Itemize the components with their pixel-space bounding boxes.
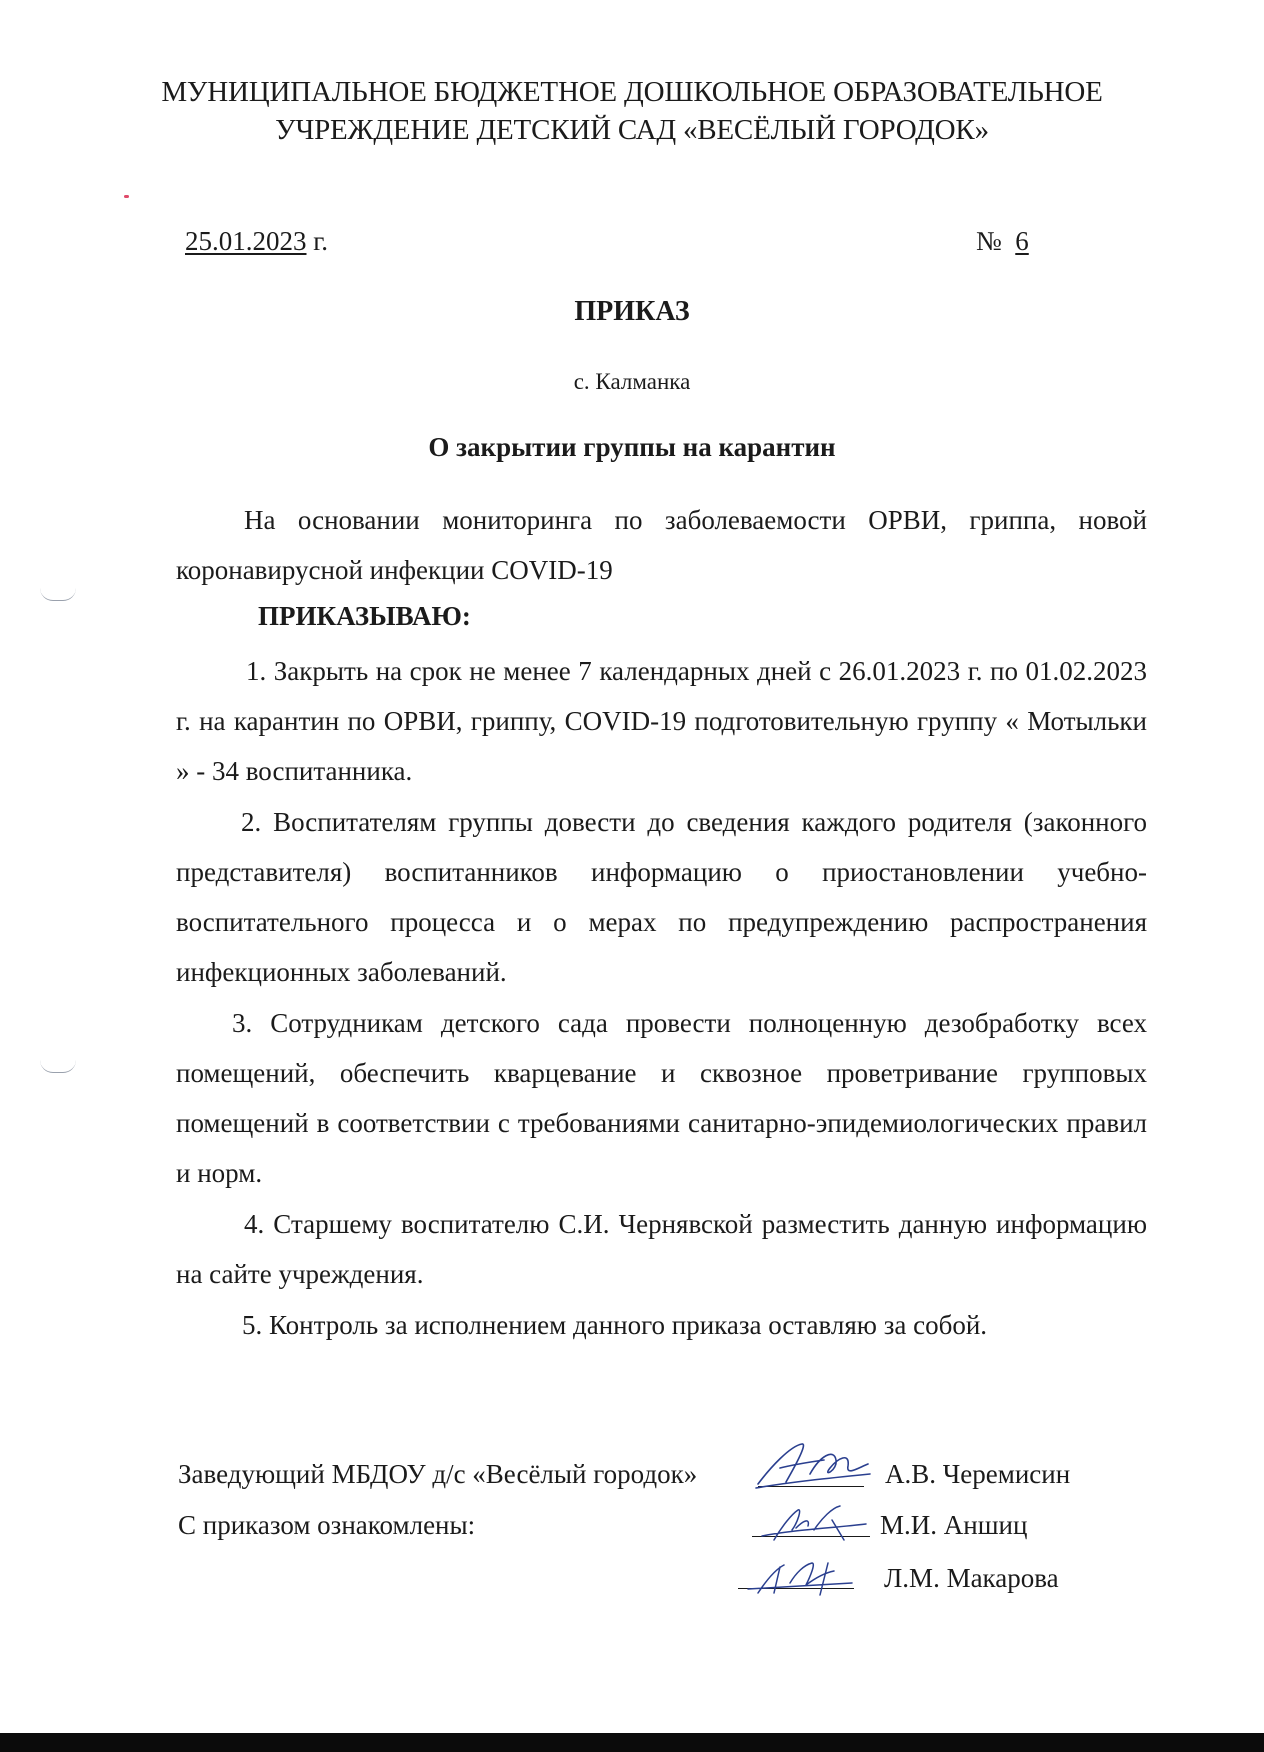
order-item-2: 2. Воспитателям группы довести до сведения каждого родителя (законного представителя) воспитанников информацию о приостановлении учебно-воспитательного процесса и о мерах по предупреждению распространения инфекционных заболеваний. [176,807,1147,987]
head-name: А.В. Черемисин [885,1459,1071,1489]
order-subject: О закрытии группы на карантин [428,432,836,462]
acquainted-label: С приказом ознакомлены: [178,1510,476,1540]
order-item-1: 1. Закрыть на срок не менее 7 календарных дней с 26.01.2023 г. по 01.02.2023 г. на карантин по ОРВИ, гриппу, COVID-19 подготовительную группу « Мотыльки » - 34 воспитанника. [176,656,1147,786]
document-type-title: ПРИКАЗ [574,296,690,327]
org-name-line-1: МУНИЦИПАЛЬНОЕ БЮДЖЕТНОЕ ДОШКОЛЬНОЕ ОБРАЗОВАТЕЛЬНОЕ [161,76,1103,108]
scan-bottom-border [0,1733,1264,1752]
scan-speck [124,195,129,198]
acquainted-name-1: М.И. Аншиц [880,1510,1028,1540]
order-date-value: 25.01.2023 [185,226,307,256]
org-name-line-2: УЧРЕЖДЕНИЕ ДЕТСКИЙ САД «ВЕСЁЛЫЙ ГОРОДОК» [275,114,989,146]
order-item-3: 3. Сотрудникам детского сада провести полноценную дезобработку всех помещений, обеспечить кварцевание и сквозное проветривание групповых помещений в соответствии с требованиями санитарно-эпидемиологических правил и норм. [176,1008,1147,1188]
order-item-5: 5. Контроль за исполнением данного приказа оставляю за собой. [242,1310,988,1340]
order-date-suffix: г. [306,226,329,256]
order-date [185,226,328,257]
preamble-text: На основании мониторинга по заболеваемости ОРВИ, гриппа, новой коронавирусной инфекции COVID-19 [176,505,1147,585]
order-number [976,226,1029,257]
place-of-issue: с. Калманка [573,369,691,394]
order-keyword: ПРИКАЗЫВАЮ: [258,601,471,631]
scan-edge-mark [40,1060,76,1073]
head-position-label: Заведующий МБДОУ д/с «Весёлый городок» [178,1459,698,1489]
scan-edge-mark [40,588,76,601]
order-number-label: № [976,226,1002,256]
acquainted-name-2: Л.М. Макарова [884,1563,1059,1593]
order-item-4: 4. Старшему воспитателю С.И. Чернявской разместить данную информацию на сайте учреждения. [176,1209,1147,1289]
order-number-value: 6 [1015,226,1029,256]
